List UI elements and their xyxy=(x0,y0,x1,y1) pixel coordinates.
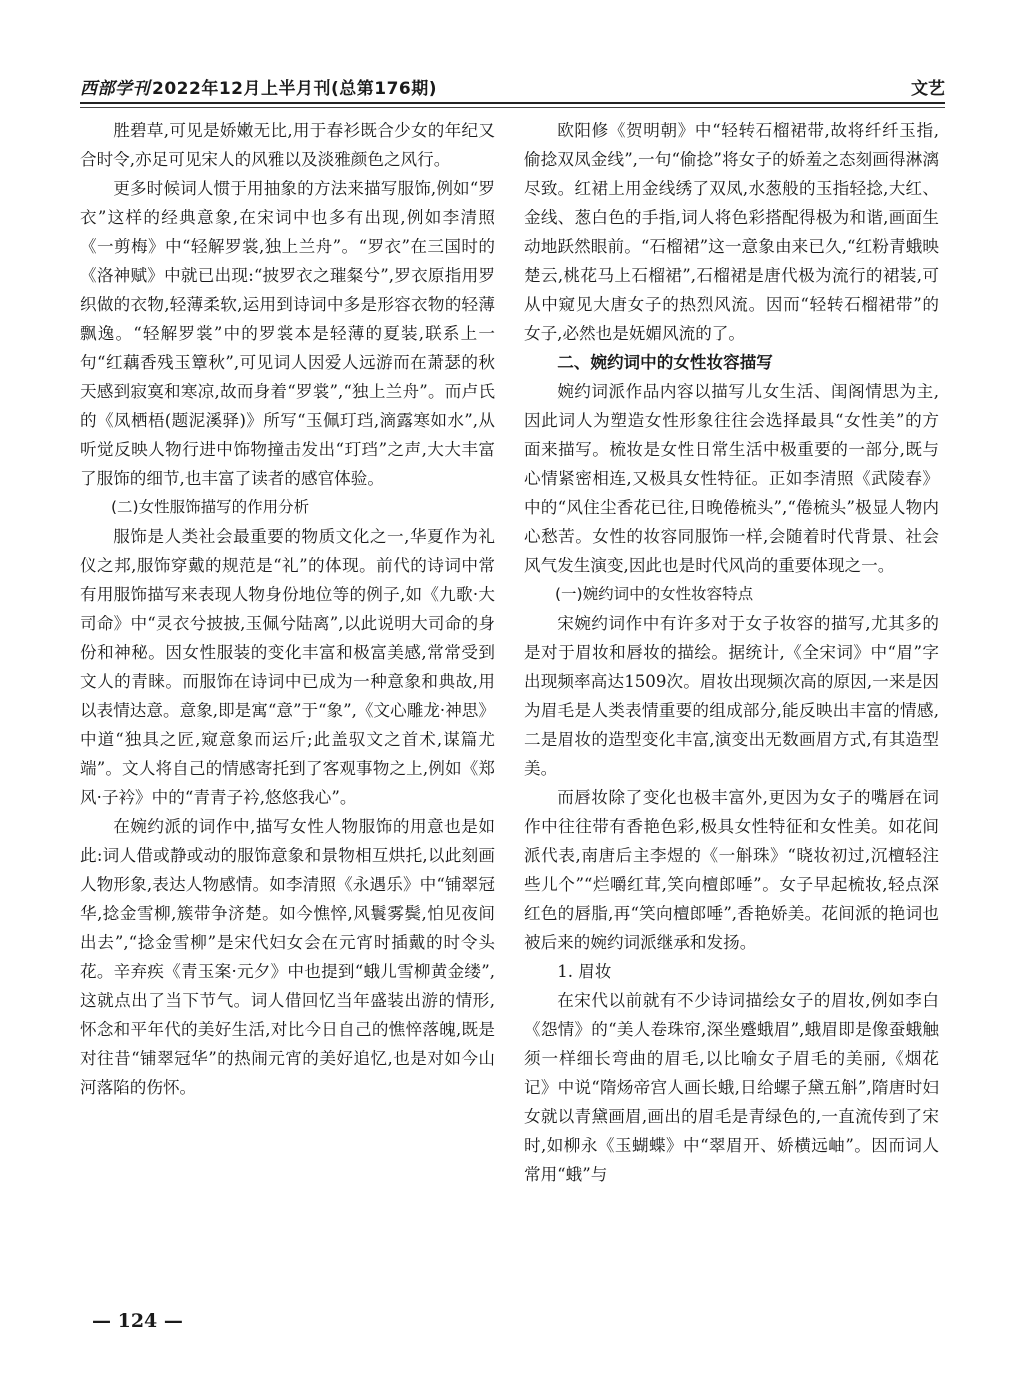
header-rule-thin xyxy=(80,107,945,108)
paragraph: 胜碧草,可见是娇嫩无比,用于春衫既合少女的年纪又合时令,亦足可见宋人的风雅以及淡雅颜色之风行。 xyxy=(80,121,495,169)
paragraph: 婉约词派作品内容以描写儿女生活、闺阁情思为主,因此词人为塑造女性形象往往会选择最具“女性美”的方面来描写。梳妆是女性日常生活中极重要的一部分,既与心情紧密相连,又极具女性特征。正如李清照《武陵春》中的“风住尘香花已往,日晚倦梳头”,“倦梳头”极显人物内心愁苦。女性的妆容同服饰一样,会随着时代背景、社会风气发生演变,因此也是时代风尚的重要体现之一。 xyxy=(524,382,939,575)
running-header xyxy=(80,72,945,100)
paragraph: 更多时候词人惯于用抽象的方法来描写服饰,例如“罗衣”这样的经典意象,在宋词中也多有出现,例如李清照《一剪梅》中“轻解罗裳,独上兰舟”。“罗衣”在三国时的《洛神赋》中就已出现:“披罗衣之璀粲兮”,罗衣原指用罗织做的衣物,轻薄柔软,运用到诗词中多是形容衣物的轻薄飘逸。“轻解罗裳”中的罗裳本是轻薄的夏装,联系上一句“红藕香残玉簟秋”,可见词人因爱人远游而在萧瑟的秋天感到寂寞和寒凉,故而身着“罗裳”,“独上兰舟”。而卢氏的《凤栖梧(题泥溪驿)》所写“玉佩玎珰,滴露寒如水”,从听觉反映人物行进中饰物撞击发出“玎珰”之声,大大丰富了服饰的细节,也丰富了读者的感官体验。 xyxy=(80,179,495,488)
paragraph: 在婉约派的词作中,描写女性人物服饰的用意也是如此:词人借或静或动的服饰意象和景物相互烘托,以此刻画人物形象,表达人物感情。如李清照《永遇乐》中“铺翠冠华,捻金雪柳,簇带争济楚。如今憔悴,风鬟雾鬓,怕见夜间出去”,“捻金雪柳”是宋代妇女会在元宵时插戴的时令头花。辛弃疾《青玉案·元夕》中也提到“蛾儿雪柳黄金缕”,这就点出了当下节气。词人借回忆当年盛装出游的情形,怀念和平年代的美好生活,对比今日自己的憔悴落魄,既是对往昔“铺翠冠华”的热闹元宵的美好追忆,也是对如今山河落陷的伤怀。 xyxy=(80,817,495,1097)
paragraph: 欧阳修《贺明朝》中“轻转石榴裙带,故将纤纤玉指,偷捻双凤金线”,一句“偷捻”将女子的娇羞之态刻画得淋漓尽致。红裙上用金线绣了双凤,水葱般的玉指轻捻,大红、金线、葱白色的手指,词人将色彩搭配得极为和谐,画面生动地跃然眼前。“石榴裙”这一意象由来已久,“红粉青蛾映楚云,桃花马上石榴裙”,石榴裙是唐代极为流行的裙装,可从中窥见大唐女子的热烈风流。因而“轻转石榴裙带”的女子,必然也是妩媚风流的了。 xyxy=(524,121,939,343)
journal-title xyxy=(80,74,437,99)
journal-logo: 西部学刊 xyxy=(80,79,150,99)
section-heading: (一)婉约词中的女性妆容特点 xyxy=(555,585,754,603)
issue-info: 2022年12月上半月刊(总第176期) xyxy=(152,79,437,99)
header-rule-thick xyxy=(80,102,945,104)
paragraph: 1. 眉妆 xyxy=(557,962,612,981)
paragraph: 在宋代以前就有不少诗词描绘女子的眉妆,例如李白《怨情》的“美人卷珠帘,深坐蹙蛾眉”,蛾眉即是像蚕蛾触须一样细长弯曲的眉毛,以比喻女子眉毛的美丽,《烟花记》中说“隋炀帝宫人画长蛾,日给螺子黛五斛”,隋唐时妇女就以青黛画眉,画出的眉毛是青绿色的,一直流传到了宋时,如柳永《玉蝴蝶》中“翠眉开、娇横远岫”。因而词人常用“蛾”与 xyxy=(524,991,939,1184)
section-name: 文艺 xyxy=(911,79,945,99)
section-heading: (二)女性服饰描写的作用分析 xyxy=(111,498,310,516)
section-heading: 二、婉约词中的女性妆容描写 xyxy=(557,353,773,372)
page-number: — 124 — xyxy=(92,1310,183,1332)
right-column xyxy=(524,116,939,1189)
left-column xyxy=(80,116,495,1102)
paragraph: 而唇妆除了变化也极丰富外,更因为女子的嘴唇在词作中往往带有香艳色彩,极具女性特征和女性美。如花间派代表,南唐后主李煜的《一斛珠》“晓妆初过,沉檀轻注些儿个”“烂嚼红茸,笑向檀郎唾”。女子早起梳妆,轻点深红色的唇脂,再“笑向檀郎唾”,香艳娇美。花间派的艳词也被后来的婉约词派继承和发扬。 xyxy=(524,788,939,952)
paragraph: 宋婉约词作中有许多对于女子妆容的描写,尤其多的是对于眉妆和唇妆的描绘。据统计,《全宋词》中“眉”字出现频率高达1509次。眉妆出现频次高的原因,一来是因为眉毛是人类表情重要的组成部分,能反映出丰富的情感,二是眉妆的造型变化丰富,演变出无数画眉方式,有其造型美。 xyxy=(524,614,939,778)
paragraph: 服饰是人类社会最重要的物质文化之一,华夏作为礼仪之邦,服饰穿戴的规范是“礼”的体现。前代的诗词中常有用服饰描写来表现人物身份地位等的例子,如《九歌·大司命》中“灵衣兮披披,玉佩兮陆离”,以此说明大司命的身份和神秘。因女性服装的变化丰富和极富美感,常常受到文人的青睐。而服饰在诗词中已成为一种意象和典故,用以表情达意。意象,即是寓“意”于“象”,《文心雕龙·神思》中道“独具之匠,窥意象而运斤;此盖驭文之首术,谋篇尤端”。文人将自己的情感寄托到了客观事物之上,例如《郑风·子衿》中的“青青子衿,悠悠我心”。 xyxy=(80,527,495,807)
